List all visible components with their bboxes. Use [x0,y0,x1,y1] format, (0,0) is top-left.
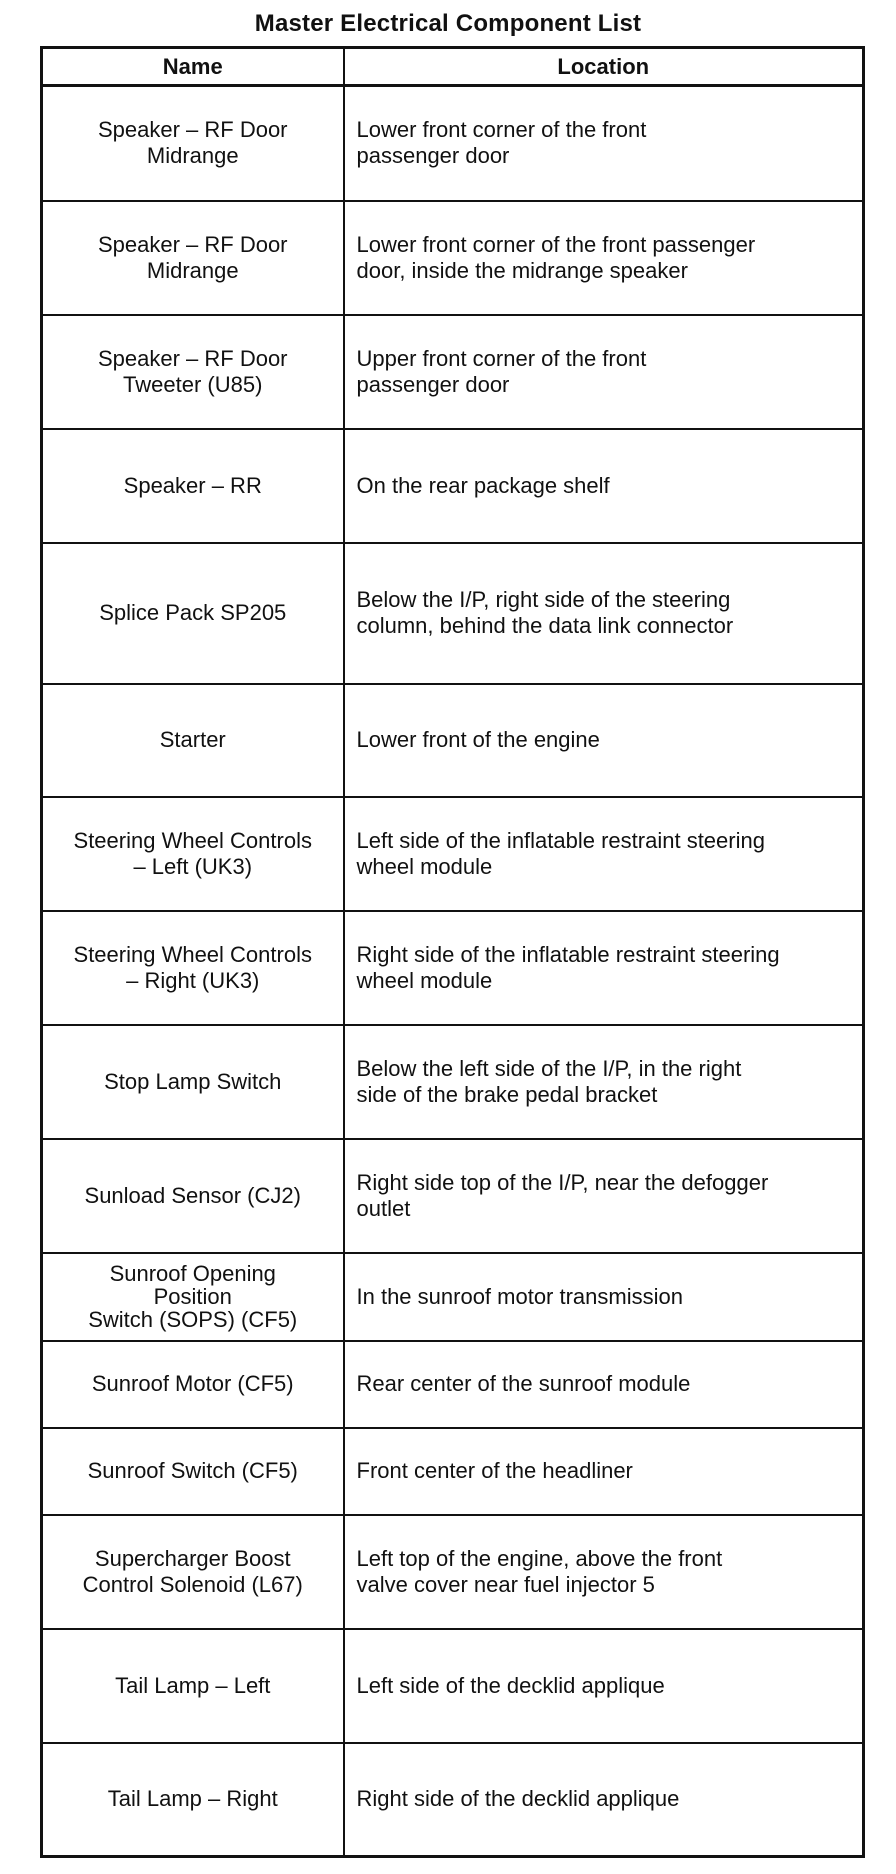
component-name: Sunroof Opening Position Switch (SOPS) (CF5) [42,1253,344,1341]
table-row [42,797,864,911]
component-location: In the sunroof motor transmission [344,1253,864,1341]
table-row [42,1428,864,1515]
component-name: Steering Wheel Controls – Right (UK3) [42,911,344,1025]
table-row [42,1341,864,1428]
column-header-name: Name [42,48,344,86]
table-row [42,315,864,429]
table-row [42,1139,864,1253]
component-table [40,46,865,1858]
component-location: Lower front of the engine [344,684,864,797]
component-location: Lower front corner of the front passenger door, inside the midrange speaker [344,201,864,315]
component-name: Tail Lamp – Left [42,1629,344,1743]
component-location: Right side of the inflatable restraint steering wheel module [344,911,864,1025]
component-location: Below the I/P, right side of the steering column, behind the data link connector [344,543,864,684]
component-location: Left side of the inflatable restraint steering wheel module [344,797,864,911]
component-location: Front center of the headliner [344,1428,864,1515]
table-row [42,543,864,684]
table-row [42,684,864,797]
component-name: Speaker – RF Door Tweeter (U85) [42,315,344,429]
component-location: Left top of the engine, above the front valve cover near fuel injector 5 [344,1515,864,1629]
component-location: Rear center of the sunroof module [344,1341,864,1428]
table-row [42,86,864,201]
component-location: Upper front corner of the front passenger door [344,315,864,429]
page-title: Master Electrical Component List [254,10,642,37]
component-name: Steering Wheel Controls – Left (UK3) [42,797,344,911]
component-name: Starter [42,684,344,797]
component-name: Speaker – RF Door Midrange [42,86,344,201]
table-row [42,1629,864,1743]
component-name: Sunroof Motor (CF5) [42,1341,344,1428]
component-location: Lower front corner of the front passenger door [344,86,864,201]
component-location: Below the left side of the I/P, in the right side of the brake pedal bracket [344,1025,864,1139]
table-row [42,1253,864,1341]
component-name: Tail Lamp – Right [42,1743,344,1857]
component-name: Speaker – RR [42,429,344,543]
table-row [42,911,864,1025]
column-header-location: Location [344,48,864,86]
table-header-row [42,48,864,86]
table-row [42,1025,864,1139]
table-row [42,429,864,543]
component-name: Sunroof Switch (CF5) [42,1428,344,1515]
table-row [42,1743,864,1857]
table-row [42,1515,864,1629]
component-name: Supercharger Boost Control Solenoid (L67) [42,1515,344,1629]
component-name: Stop Lamp Switch [42,1025,344,1139]
component-name: Splice Pack SP205 [42,543,344,684]
component-name: Speaker – RF Door Midrange [42,201,344,315]
table-row [42,201,864,315]
component-location: Left side of the decklid applique [344,1629,864,1743]
component-location: Right side of the decklid applique [344,1743,864,1857]
component-name: Sunload Sensor (CJ2) [42,1139,344,1253]
component-location: On the rear package shelf [344,429,864,543]
component-location: Right side top of the I/P, near the defogger outlet [344,1139,864,1253]
